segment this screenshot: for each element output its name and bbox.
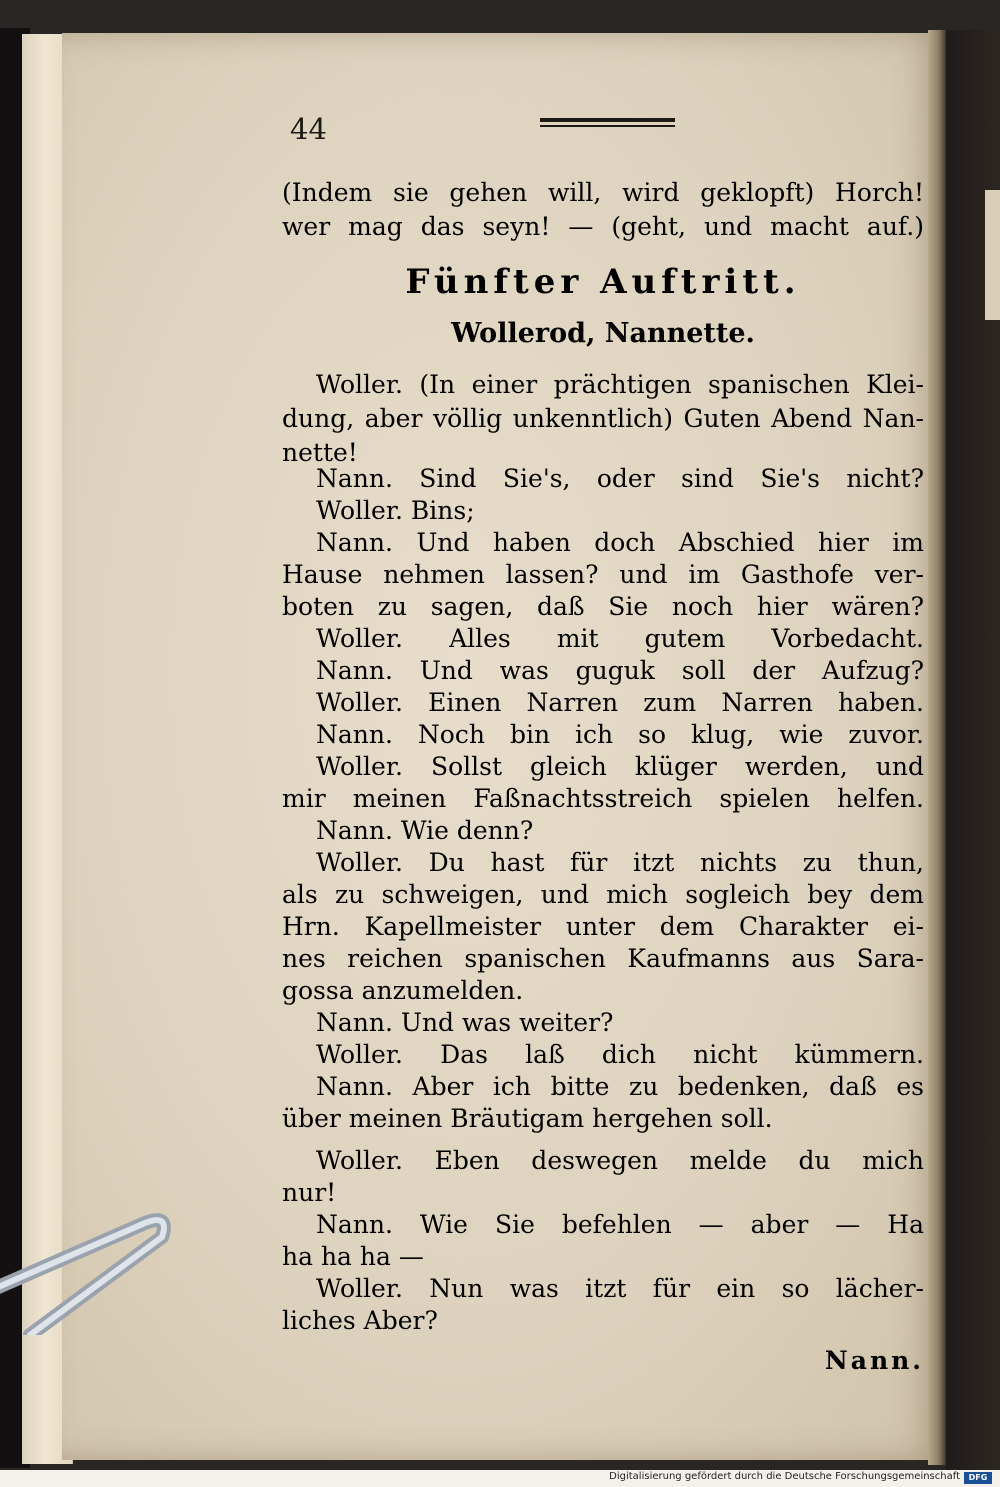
text-line: wer mag das seyn! — (geht, und macht auf.) xyxy=(282,212,924,241)
text-line: liches Aber? xyxy=(282,1306,438,1335)
paper-clip-image xyxy=(0,1105,230,1335)
text-line: boten zu sagen, daß Sie noch hier wären? xyxy=(282,592,924,621)
text-line: über meinen Bräutigam hergehen soll. xyxy=(282,1104,773,1133)
text-line: Woller. Das laß dich nicht kümmern. xyxy=(316,1040,924,1069)
text-line: dung, aber völlig unkenntlich) Guten Abend Nan- xyxy=(282,404,924,433)
page-number: 44 xyxy=(290,112,327,146)
text-line: Nann. Wie denn? xyxy=(316,816,534,845)
scene-heading: Fünfter Auftritt. xyxy=(405,262,801,302)
text-line: Nann. Aber ich bitte zu bedenken, daß es xyxy=(316,1072,924,1101)
text-line: Woller. Bins; xyxy=(316,496,475,525)
text-line: nette! xyxy=(282,438,358,467)
text-line: Woller. Du hast für itzt nichts zu thun, xyxy=(316,848,924,877)
text-line: als zu schweigen, und mich sogleich bey dem xyxy=(282,880,924,909)
text-line: Hrn. Kapellmeister unter dem Charakter ei- xyxy=(282,912,924,941)
text-line: Woller. Sollst gleich klüger werden, und xyxy=(316,752,924,781)
text-line: Woller. Einen Narren zum Narren haben. xyxy=(316,688,924,717)
text-line: Nann. Sind Sie's, oder sind Sie's nicht? xyxy=(316,464,924,493)
text-line: nes reichen spanischen Kaufmanns aus Sara- xyxy=(282,944,924,973)
facing-page-sliver xyxy=(985,190,1000,320)
text-line: Nann. Und was weiter? xyxy=(316,1008,614,1037)
text-line: Nann. Und haben doch Abschied hier im xyxy=(316,528,924,557)
text-line: nur! xyxy=(282,1178,337,1207)
text-line: Woller. Nun was itzt für ein so lächer- xyxy=(316,1274,924,1303)
text-line: Nann. Wie Sie befehlen — aber — Ha xyxy=(316,1210,924,1239)
text-line: gossa anzumelden. xyxy=(282,976,524,1005)
text-line: Woller. (In einer prächtigen spanischen Klei- xyxy=(316,370,924,399)
text-line: Woller. Alles mit gutem Vorbedacht. xyxy=(316,624,924,653)
header-rule xyxy=(540,118,675,138)
page-gutter xyxy=(928,30,946,1465)
scene-persons: Wollerod, Nannette. xyxy=(451,318,755,349)
footer-credit: Digitalisierung gefördert durch die Deutsche Forschungsgemeinschaft xyxy=(609,1471,960,1482)
text-line: Nann. Noch bin ich so klug, wie zuvor. xyxy=(316,720,924,749)
text-line: Hause nehmen lassen? und im Gasthofe ver- xyxy=(282,560,924,589)
text-line: ha ha ha — xyxy=(282,1242,424,1271)
text-line: (Indem sie gehen will, wird geklopft) Horch! xyxy=(282,178,924,207)
text-line: mir meinen Faßnachtsstreich spielen helfen. xyxy=(282,784,924,813)
dfg-logo: DFG xyxy=(964,1472,992,1484)
text-line: Woller. Eben deswegen melde du mich xyxy=(316,1146,924,1175)
text-line: Nann. Und was guguk soll der Aufzug? xyxy=(316,656,924,685)
catchword: Nann. xyxy=(824,1346,924,1375)
